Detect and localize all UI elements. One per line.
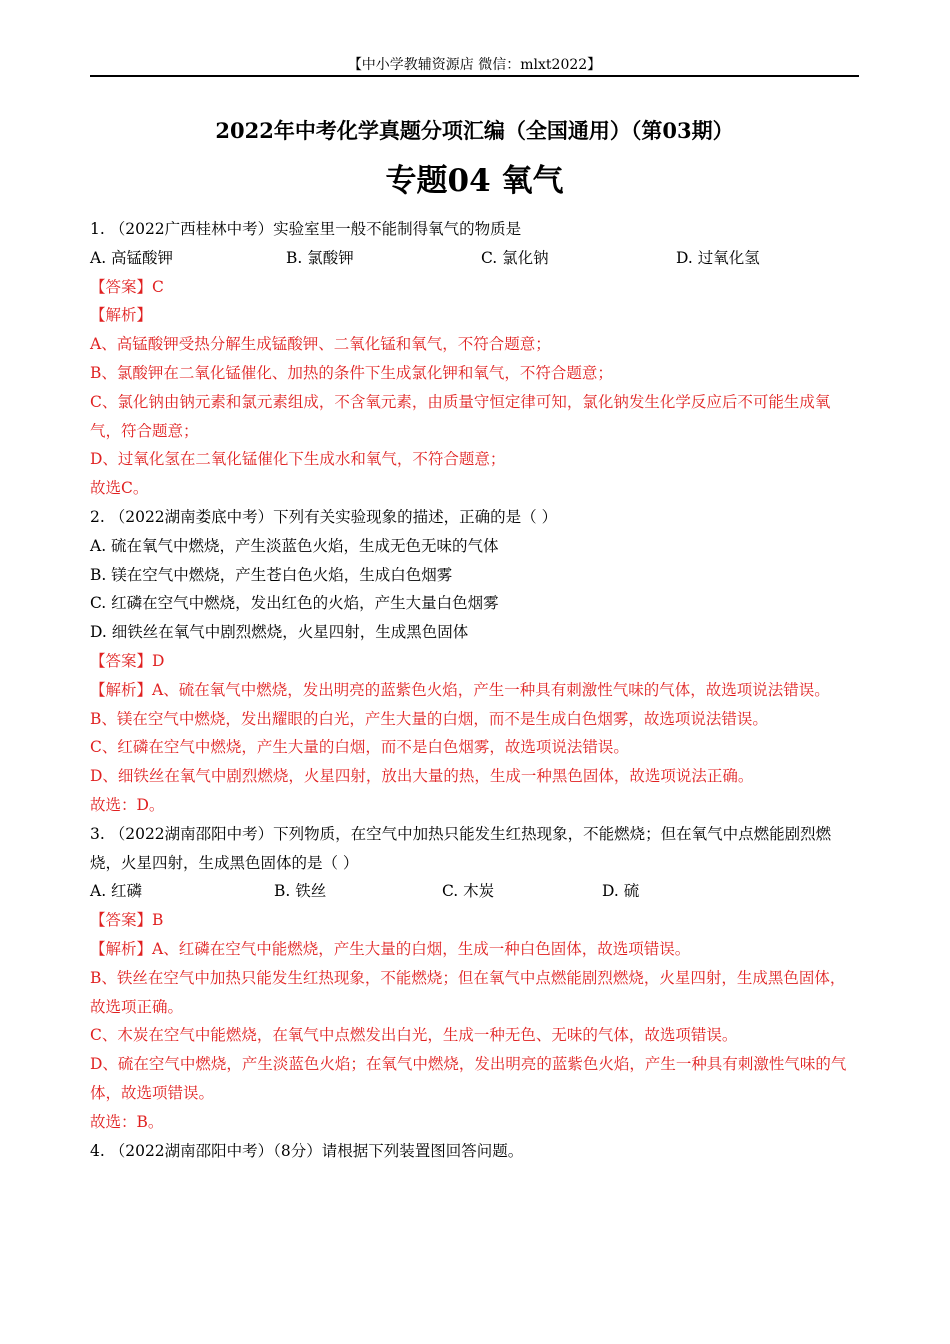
analysis-text: A、红磷在空气中能燃烧，产生大量的白烟，生成一种白色固体，故选项错误。 bbox=[152, 939, 691, 958]
document-title: 2022年中考化学真题分项汇编（全国通用）（第03期） bbox=[215, 118, 734, 143]
page-header: 【中小学教辅资源店 微信：mlxt2022】 bbox=[347, 57, 602, 73]
question-1-analysis-b: B、氯酸钾在二氧化锰催化、加热的条件下生成氯化钾和氧气，不符合题意； bbox=[90, 363, 613, 382]
question-2-option-d: D. 细铁丝在氧气中剧烈燃烧，火星四射，生成黑色固体 bbox=[90, 623, 469, 642]
question-1-analysis-c: C、氯化钠由钠元素和氯元素组成，不含氧元素，由质量守恒定律可知，氯化钠发生化学反应后不可能生成氧气，符合题意； bbox=[90, 392, 831, 440]
answer-value: D bbox=[152, 651, 165, 670]
option-b: B. 铁丝 bbox=[274, 882, 327, 901]
option-a: A. 高锰酸钾 bbox=[90, 248, 174, 267]
question-2-stem: 2. （2022湖南娄底中考）下列有关实验现象的描述，正确的是（ ） bbox=[90, 507, 558, 526]
question-2-analysis-a bbox=[90, 676, 859, 705]
answer-label: 【答案】 bbox=[90, 277, 153, 296]
header-divider bbox=[90, 75, 859, 77]
question-2-option-c: C. 红磷在空气中燃烧，发出红色的火焰，产生大量白色烟雾 bbox=[90, 594, 499, 613]
question-3-analysis-a bbox=[90, 935, 859, 964]
question-3-analysis-b: B、铁丝在空气中加热只能发生红热现象，不能燃烧；但在氧气中点燃能剧烈燃烧，火星四射，生成黑色固体，故选项正确。 bbox=[90, 968, 846, 1016]
option-d: D. 硫 bbox=[602, 882, 640, 901]
question-2-conclusion: 故选：D。 bbox=[90, 795, 165, 814]
question-4-stem: 4. （2022湖南邵阳中考）（8分）请根据下列装置图回答问题。 bbox=[90, 1141, 524, 1160]
question-1-analysis-a: A、高锰酸钾受热分解生成锰酸钾、二氧化锰和氧气，不符合题意； bbox=[90, 335, 551, 354]
option-a: A. 红磷 bbox=[90, 882, 143, 901]
question-1-options bbox=[90, 244, 859, 273]
option-d: D. 过氧化氢 bbox=[676, 248, 760, 267]
question-1-conclusion: 故选C。 bbox=[90, 479, 149, 498]
question-2-analysis-b: B、镁在空气中燃烧，发出耀眼的白光，产生大量的白烟，而不是生成白色烟雾，故选项说法错误。 bbox=[90, 709, 768, 728]
question-2-option-b: B. 镁在空气中燃烧，产生苍白色火焰，生成白色烟雾 bbox=[90, 565, 453, 584]
document-subtitle: 专题04 氧气 bbox=[385, 163, 564, 199]
question-3-options bbox=[90, 877, 859, 906]
analysis-label: 【解析】 bbox=[90, 939, 153, 958]
question-3-stem: 3. （2022湖南邵阳中考）下列物质，在空气中加热只能发生红热现象，不能燃烧；但在氧气中点燃能剧烈燃烧，火星四射，生成黑色固体的是（ ） bbox=[90, 824, 832, 872]
question-3-answer bbox=[90, 906, 859, 935]
question-1-analysis-label: 【解析】 bbox=[90, 306, 153, 325]
answer-value: B bbox=[152, 911, 164, 930]
question-1-answer bbox=[90, 273, 859, 302]
question-1-analysis-d: D、过氧化氢在二氧化锰催化下生成水和氧气，不符合题意； bbox=[90, 450, 506, 469]
question-2-option-a: A. 硫在氧气中燃烧，产生淡蓝色火焰，生成无色无味的气体 bbox=[90, 536, 499, 555]
question-1-stem: 1. （2022广西桂林中考）实验室里一般不能制得氧气的物质是 bbox=[90, 220, 522, 238]
question-2-answer bbox=[90, 647, 859, 676]
question-3-conclusion: 故选：B。 bbox=[90, 1112, 164, 1131]
option-b: B. 氯酸钾 bbox=[286, 248, 354, 267]
question-2-analysis-c: C、红磷在空气中燃烧，产生大量的白烟，而不是白色烟雾，故选项说法错误。 bbox=[90, 738, 629, 757]
question-3-analysis-c: C、木炭在空气中能燃烧，在氧气中点燃发出白光，生成一种无色、无味的气体，故选项错误。 bbox=[90, 1026, 738, 1045]
analysis-text: A、硫在氧气中燃烧，发出明亮的蓝紫色火焰，产生一种具有刺激性气味的气体，故选项说法错误。 bbox=[152, 680, 830, 699]
answer-label: 【答案】 bbox=[90, 911, 153, 930]
option-c: C. 氯化钠 bbox=[481, 248, 549, 267]
option-c: C. 木炭 bbox=[442, 882, 495, 901]
question-2-analysis-d: D、细铁丝在氧气中剧烈燃烧，火星四射，放出大量的热，生成一种黑色固体，故选项说法正确。 bbox=[90, 767, 754, 786]
answer-value: C bbox=[152, 277, 164, 296]
question-3-analysis-d: D、硫在空气中燃烧，产生淡蓝色火焰；在氧气中燃烧，发出明亮的蓝紫色火焰，产生一种具有刺激性气味的气体，故选项错误。 bbox=[90, 1055, 847, 1102]
analysis-label: 【解析】 bbox=[90, 680, 153, 699]
document-body bbox=[90, 215, 859, 1165]
answer-label: 【答案】 bbox=[90, 651, 153, 670]
